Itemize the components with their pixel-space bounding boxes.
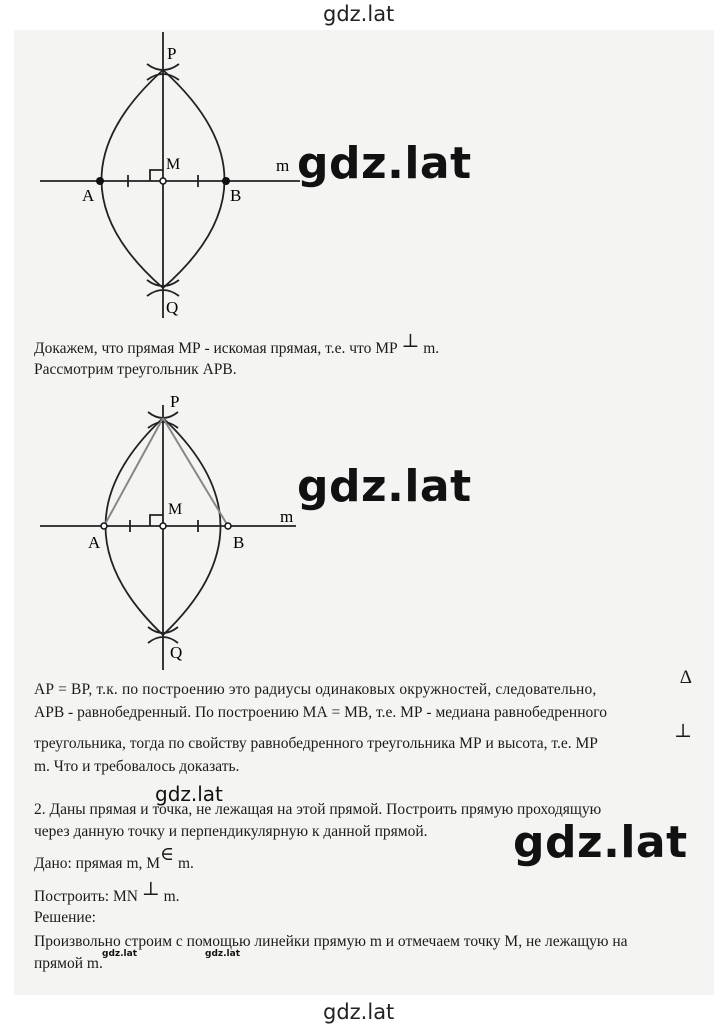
label-a: A [88,533,101,552]
watermark-large-2: gdz.lat [297,461,472,512]
proof-intro-line [34,331,440,359]
label-a: A [82,186,95,205]
point-m [160,178,166,184]
given-line [34,844,194,874]
perpendicular-symbol: ⊥ [141,879,160,900]
construct-tail: m. [163,888,180,905]
watermark-tiny-2: gdz.lat [205,949,241,959]
proof-para-line-1 [34,667,692,700]
point-m [160,523,166,529]
label-b: B [230,186,242,205]
proof-para-text-3: треугольника, тогда по свойству равнобедренного треугольника МР и высота, т.е. МР [34,735,598,752]
proof-intro-tail: m. [423,340,440,357]
side-ap [104,418,163,526]
point-a [101,523,107,529]
label-p: P [167,44,177,63]
watermark-large-3: gdz.lat [513,817,688,868]
solution-heading: Решение: [34,909,96,926]
triangle-symbol: Δ [679,667,692,688]
element-of-symbol: ∈ [160,844,175,865]
consider-triangle-line: Рассмотрим треугольник АРВ. [34,361,237,378]
label-q: Q [166,298,179,317]
proof-para-line-3 [34,721,692,754]
perpendicular-symbol: ⊥ [674,721,692,742]
proof-para-text-1: АР = ВР, т.к. по построению это радиусы одинаковых окружностей, следовательно, [34,681,597,698]
point-b [225,523,231,529]
task2-line-1: 2. Даны прямая и точка, не лежащая на этой прямой. Построить прямую проходящую [34,801,602,818]
task2-line-2: через данную точку и перпендикулярную к данной прямой. [34,823,428,840]
watermark-large-1: gdz.lat [297,138,472,189]
label-m-point: M [166,156,181,173]
label-p: P [170,392,180,411]
solution-line-2: прямой m. [34,955,103,972]
point-b [222,177,230,185]
point-a [96,177,104,185]
watermark-top: gdz.lat [323,2,395,26]
proof-para-line-4: m. Что и требовалось доказать. [34,758,240,775]
given-text: Дано: прямая m, M [34,855,161,872]
arc-right [163,70,225,288]
triangle-construction [40,405,296,670]
perpendicular-symbol: ⊥ [401,331,420,352]
label-q: Q [170,643,183,662]
watermark-tiny-1: gdz.lat [102,949,138,959]
solution-line-1: Произвольно строим с помощью линейки прямую m и отмечаем точку М, не лежащую на [34,933,628,950]
label-line-m: m [280,507,294,526]
label-m-point: M [168,501,183,518]
construction-figure-2 [0,380,720,680]
construct-text: Построить: MN [34,888,138,905]
watermark-medium: gdz.lat [155,782,223,806]
watermark-bottom: gdz.lat [323,1000,395,1024]
label-b: B [233,533,245,552]
construct-line [34,879,180,907]
bisector-construction [40,32,300,318]
triangle-apb [104,418,228,526]
label-line-m: m [276,156,290,175]
proof-para-line-2: АРВ - равнобедренный. По построению МА = МВ, т.е. МР - медиана равнобедренного [34,704,607,721]
proof-intro-text: Докажем, что прямая МР - искомая прямая, т.е. что МР [34,340,398,357]
arc-left [102,70,164,288]
given-tail: m. [177,855,194,872]
